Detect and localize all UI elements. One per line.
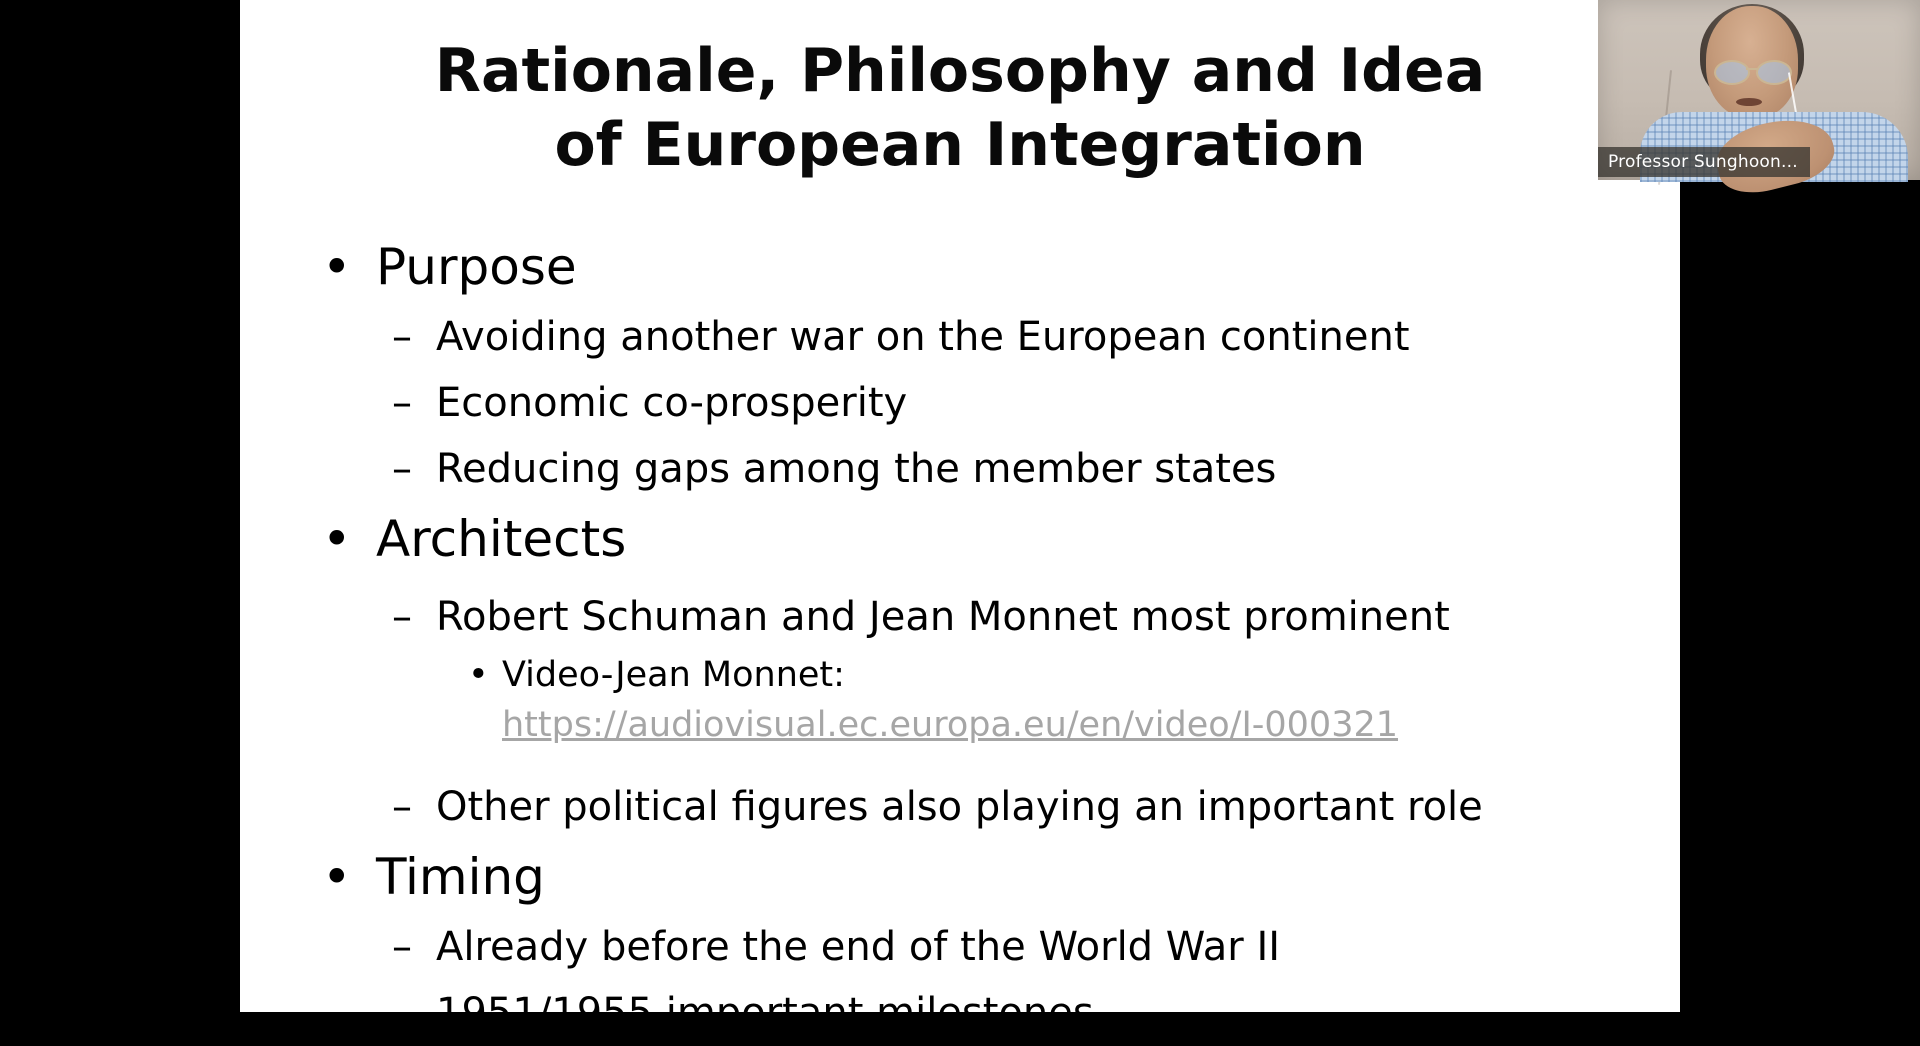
slide-title-line-2: of European Integration: [554, 110, 1366, 180]
sub-bullet-item: [240, 584, 1680, 650]
slide-bullet-list: [240, 230, 1680, 1046]
sub-bullet-text: Reducing gaps among the member states: [436, 446, 1277, 492]
dash-icon: –: [392, 924, 412, 970]
sub-bullet-text: Other political figures also playing an important role: [436, 784, 1483, 830]
dash-icon: –: [392, 784, 412, 830]
dash-icon: –: [392, 314, 412, 360]
sub-bullet-text: Already before the end of the World War II: [436, 924, 1281, 970]
dash-icon: –: [392, 380, 412, 426]
dash-icon: –: [392, 594, 412, 640]
sub-bullet-text: Avoiding another war on the European continent: [436, 314, 1410, 360]
sub-bullet-text: Economic co-prosperity: [436, 380, 908, 426]
letterbox-left: [0, 0, 240, 1012]
bullet-icon: •: [322, 848, 352, 906]
presentation-slide: [240, 0, 1680, 1036]
glasses-bridge: [1746, 68, 1758, 70]
bullet-icon: •: [322, 510, 352, 568]
sub-bullet-item: [240, 304, 1680, 370]
sub-bullet-text: 1951/1955 important milestones: [436, 990, 1094, 1036]
dash-icon: –: [392, 990, 412, 1036]
bullet-text: Timing: [376, 848, 545, 906]
dash-icon: –: [392, 446, 412, 492]
webcam-video-tile[interactable]: [1598, 0, 1920, 180]
sub-bullet-item: [240, 914, 1680, 980]
bullet-item-timing: [240, 840, 1680, 914]
slide-title: [240, 0, 1680, 182]
bullet-text: Purpose: [376, 238, 577, 296]
participant-name-badge: Professor Sunghoon...: [1598, 147, 1810, 177]
bullet-icon: •: [468, 655, 489, 695]
professor-mouth: [1736, 98, 1762, 106]
bullet-icon: •: [322, 238, 352, 296]
video-hyperlink[interactable]: https://audiovisual.ec.europa.eu/en/video/I-000321: [502, 705, 1399, 745]
bullet-item-architects: [240, 502, 1680, 576]
sub-sub-bullet-item-link: [240, 700, 1680, 750]
bullet-item-purpose: [240, 230, 1680, 304]
slide-title-line-1: Rationale, Philosophy and Idea: [434, 36, 1486, 106]
glasses-icon: [1756, 60, 1792, 85]
glasses-icon: [1714, 60, 1750, 85]
sub-bullet-text: Robert Schuman and Jean Monnet most prominent: [436, 594, 1450, 640]
sub-sub-bullet-text: Video-Jean Monnet:: [502, 655, 845, 695]
sub-bullet-item: [240, 436, 1680, 502]
sub-bullet-item: [240, 774, 1680, 840]
sub-bullet-item: [240, 370, 1680, 436]
bullet-text: Architects: [376, 510, 627, 568]
sub-bullet-item-clipped: [240, 980, 1680, 1046]
sub-sub-bullet-item: [240, 650, 1680, 700]
